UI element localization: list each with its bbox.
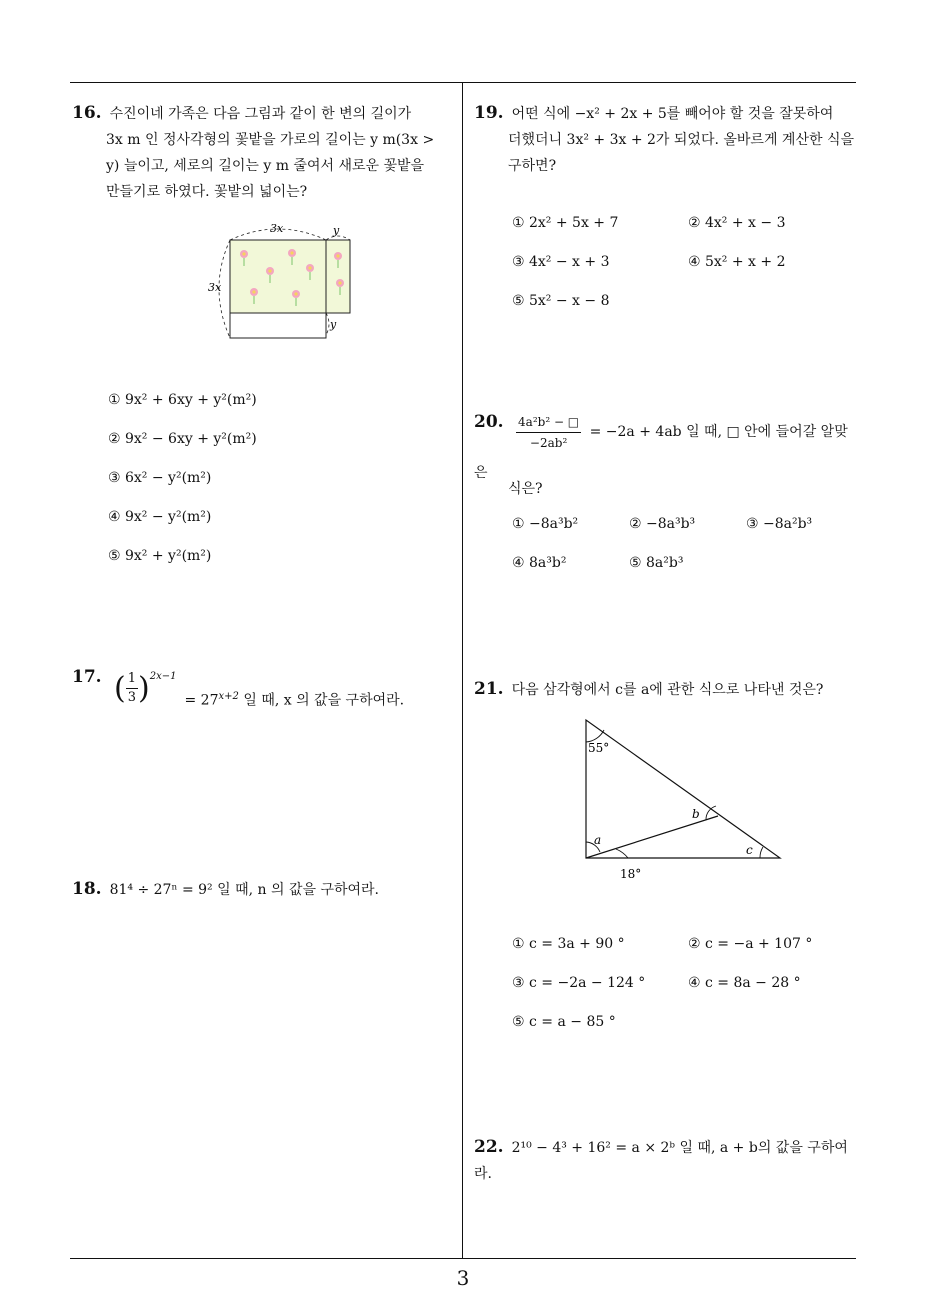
- top-rule: [70, 82, 856, 83]
- question-19: [474, 100, 859, 179]
- option-1[interactable]: ① c = 3a + 90 °: [512, 936, 625, 952]
- question-number: 22.: [474, 1137, 504, 1157]
- option-4[interactable]: ④ 5x² + x + 2: [688, 254, 786, 270]
- question-text: 어떤 식에 −x² + 2x + 5를 빼어야 할 것을 잘못하여: [511, 106, 834, 122]
- option-3[interactable]: ③ c = −2a − 124 °: [512, 975, 646, 991]
- page-number: 3: [456, 1266, 470, 1290]
- option-4[interactable]: ④ c = 8a − 28 °: [688, 975, 801, 991]
- question-text: 2¹⁰ − 4³ + 16² = a × 2ᵇ 일 때, a + b의 값을 구하여라.: [474, 1140, 848, 1182]
- question-number: 16.: [72, 103, 102, 123]
- option-4[interactable]: ④ 8a³b²: [512, 555, 567, 571]
- option-3[interactable]: ③ 4x² − x + 3: [512, 254, 610, 270]
- question-text: 식은?: [508, 481, 543, 497]
- label-3x-left: 3x: [208, 281, 222, 294]
- bottom-rule: [70, 1258, 856, 1259]
- question-text: 구하면?: [508, 158, 557, 174]
- fraction-numerator: 4a²b² − □: [516, 412, 581, 433]
- column-divider: [462, 82, 463, 1258]
- question-text: = −2a + 4ab 일 때, □ 안에 들어갈 알맞은: [474, 424, 848, 481]
- angle-a-label: a: [594, 833, 602, 847]
- flower-garden-figure: [200, 218, 370, 348]
- option-3[interactable]: ③ 6x² − y²(m²): [108, 470, 212, 486]
- angle-c-label: c: [746, 843, 753, 857]
- option-1[interactable]: ① −8a³b²: [512, 516, 579, 532]
- question-number: 17.: [72, 667, 102, 687]
- label-y-top: y: [333, 224, 340, 237]
- option-2[interactable]: ② 4x² + x − 3: [688, 215, 786, 231]
- rhs-exponent: x+2: [218, 691, 239, 702]
- question-number: 18.: [72, 879, 102, 899]
- question-text: 만들기로 하였다. 꽃밭의 넓이는?: [106, 184, 308, 200]
- question-21: [474, 676, 859, 703]
- angle-18-label: 18°: [620, 867, 642, 881]
- option-2[interactable]: ② 9x² − 6xy + y²(m²): [108, 431, 257, 447]
- fraction-denominator: −2ab²: [529, 436, 568, 450]
- question-number: 21.: [474, 679, 504, 699]
- question-text: 3x m 인 정사각형의 꽃밭을 가로의 길이는 y m(3x >: [106, 132, 435, 148]
- option-1[interactable]: ① 2x² + 5x + 7: [512, 215, 619, 231]
- fraction-numerator: 1: [126, 670, 138, 689]
- question-22: [474, 1134, 859, 1187]
- label-y-bottom: y: [330, 318, 337, 331]
- question-number: 20.: [474, 412, 504, 432]
- option-4[interactable]: ④ 9x² − y²(m²): [108, 509, 212, 525]
- option-5[interactable]: ⑤ 9x² + y²(m²): [108, 548, 212, 564]
- option-1[interactable]: ① 9x² + 6xy + y²(m²): [108, 392, 257, 408]
- question-text: 다음 삼각형에서 c를 a에 관한 식으로 나타낸 것은?: [511, 682, 824, 698]
- label-3x-top: 3x: [270, 222, 284, 235]
- question-20: [474, 412, 859, 499]
- option-3[interactable]: ③ −8a²b³: [746, 516, 813, 532]
- angle-b-label: b: [692, 807, 700, 821]
- question-text: 81⁴ ÷ 27ⁿ = 9² 일 때, n 의 값을 구하여라.: [109, 882, 379, 898]
- question-text: y) 늘이고, 세로의 길이는 y m 줄여서 새로운 꽃밭을: [106, 158, 425, 174]
- question-text: 더했더니 3x² + 3x + 2가 되었다. 올바르게 계산한 식을: [508, 132, 854, 148]
- question-text: 일 때, x 의 값을 구하여라.: [238, 692, 405, 709]
- option-5[interactable]: ⑤ 8a²b³: [629, 555, 684, 571]
- option-2[interactable]: ② −8a³b³: [629, 516, 696, 532]
- exponent: 2x−1: [149, 671, 177, 682]
- question-17: 17. ( $\frac{1}{3}$ ) $^{2x-1}$ = $27^{x+2}$ 일 때, x 의 값을 구하여라.: [72, 667, 405, 709]
- question-number: 19.: [474, 103, 504, 123]
- angle-55-label: 55°: [588, 741, 610, 755]
- question-text: 수진이네 가족은 다음 그림과 같이 한 변의 길이가: [109, 106, 412, 122]
- option-2[interactable]: ② c = −a + 107 °: [688, 936, 813, 952]
- fraction-denominator: 3: [127, 690, 137, 706]
- question-16: [72, 100, 457, 205]
- triangle-figure: [570, 712, 790, 882]
- option-5[interactable]: ⑤ 5x² − x − 8: [512, 293, 610, 309]
- question-18: [72, 876, 457, 903]
- equation-rhs: = 27: [184, 692, 219, 709]
- option-5[interactable]: ⑤ c = a − 85 °: [512, 1014, 616, 1030]
